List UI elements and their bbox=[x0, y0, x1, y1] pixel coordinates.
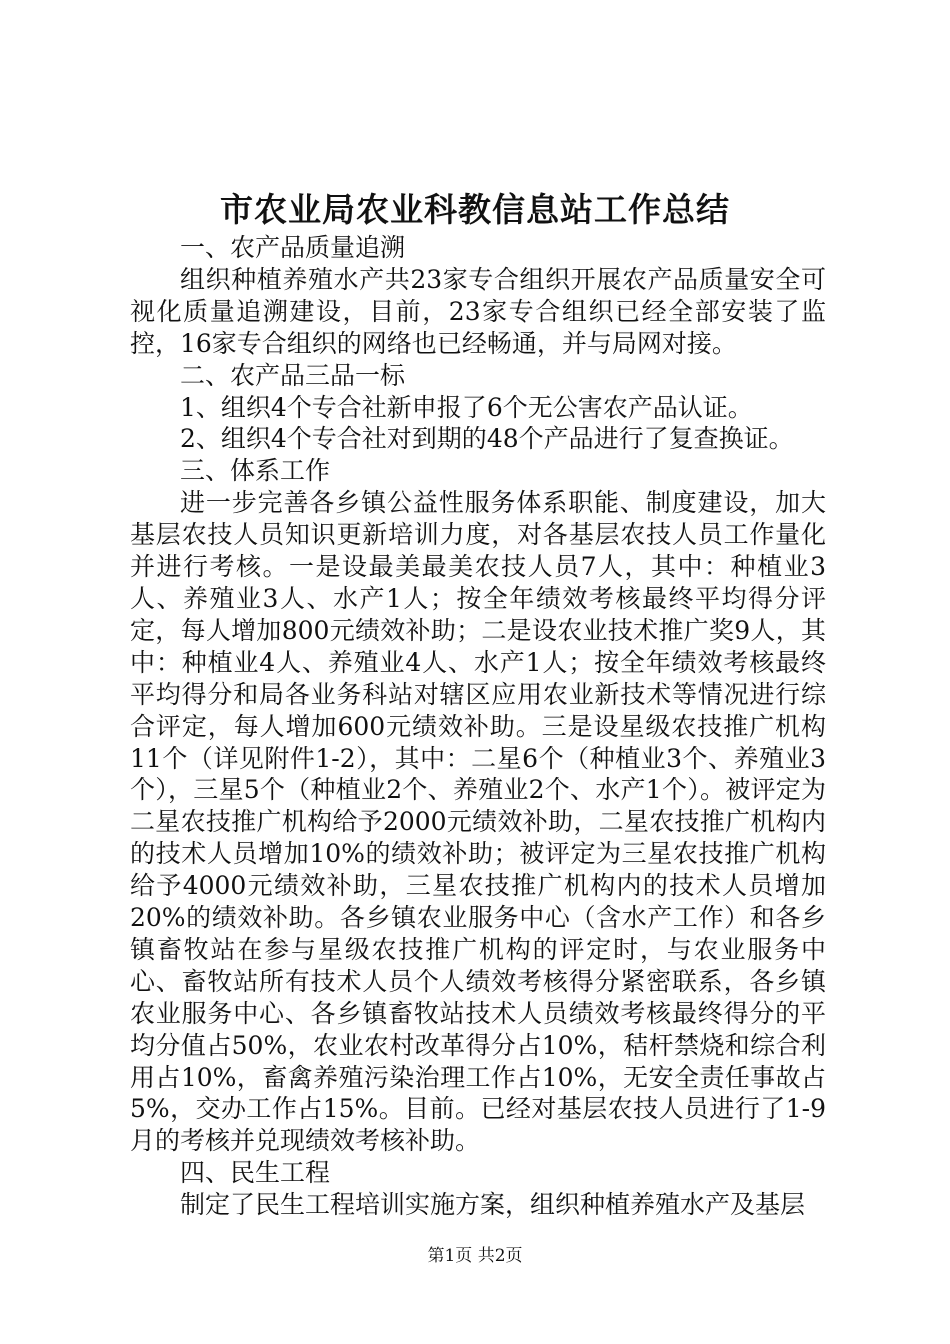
section-heading-livelihood: 四、民生工程 bbox=[180, 1158, 331, 1188]
section-heading-certification: 二、农产品三品一标 bbox=[180, 360, 406, 390]
section-heading-system-work: 三、体系工作 bbox=[180, 456, 331, 486]
document-body bbox=[130, 232, 826, 1221]
paragraph-livelihood: 制定了民生工程培训实施方案，组织种植养殖水产及基层 bbox=[180, 1190, 806, 1220]
page-number-footer: 第1页 共2页 bbox=[427, 1246, 523, 1266]
document-title: 市农业局农业科教信息站工作总结 bbox=[220, 190, 730, 229]
paragraph-certification-item-2: 2、组织4个专合社对到期的48个产品进行了复查换证。 bbox=[180, 424, 794, 454]
paragraph-system-work: 进一步完善各乡镇公益性服务体系职能、制度建设，加大基层农技人员知识更新培训力度，对各基层农技人员工作量化并进行考核。一是设最美最美农技人员7人，其中：种植业3人、养殖业3人、水产1人；按全年绩效考核最终平均得分评定，每人增加800元绩效补助；二是设农业技术推广奖9人，其中：种植业4人、养殖业4人、水产1人；按全年绩效考核最终平均得分和局各业务科站对辖区应用农业新技术等情况进行综合评定，每人增加600元绩效补助。三是设星级农技推广机构11个（详见附件1-2），其中：二星6个（种植业3个、养殖业3个），三星5个（种植业2个、养殖业2个、水产1个）。被评定为二星农技推广机构给予2000元绩效补助，二星农技推广机构内的技术人员增加10%的绩效补助；被评定为三星农技推广机构给予4000元绩效补助，三星农技推广机构内的技术人员增加20%的绩效补助。各乡镇农业服务中心（含水产工作）和各乡镇畜牧站在参与星级农技推广机构的评定时，与农业服务中心、畜牧站所有技术人员个人绩效考核得分紧密联系，各乡镇农业服务中心、各乡镇畜牧站技术人员绩效考核最终得分的平均分值占50%，农业农村改革得分占10%，秸杆禁烧和综合利用占10%，畜禽养殖污染治理工作占10%，无安全责任事故占5%，交办工作占15%。目前。已经对基层农技人员进行了1-9月的考核并兑现绩效考核补助。 bbox=[130, 488, 826, 1156]
paragraph-traceability: 组织种植养殖水产共23家专合组织开展农产品质量安全可视化质量追溯建设，目前，23家专合组织已经全部安装了监控，16家专合组织的网络也已经畅通，并与局网对接。 bbox=[130, 264, 826, 358]
paragraph-certification-item-1: 1、组织4个专合社新申报了6个无公害农产品认证。 bbox=[180, 392, 753, 422]
section-heading-traceability: 一、农产品质量追溯 bbox=[180, 233, 406, 262]
